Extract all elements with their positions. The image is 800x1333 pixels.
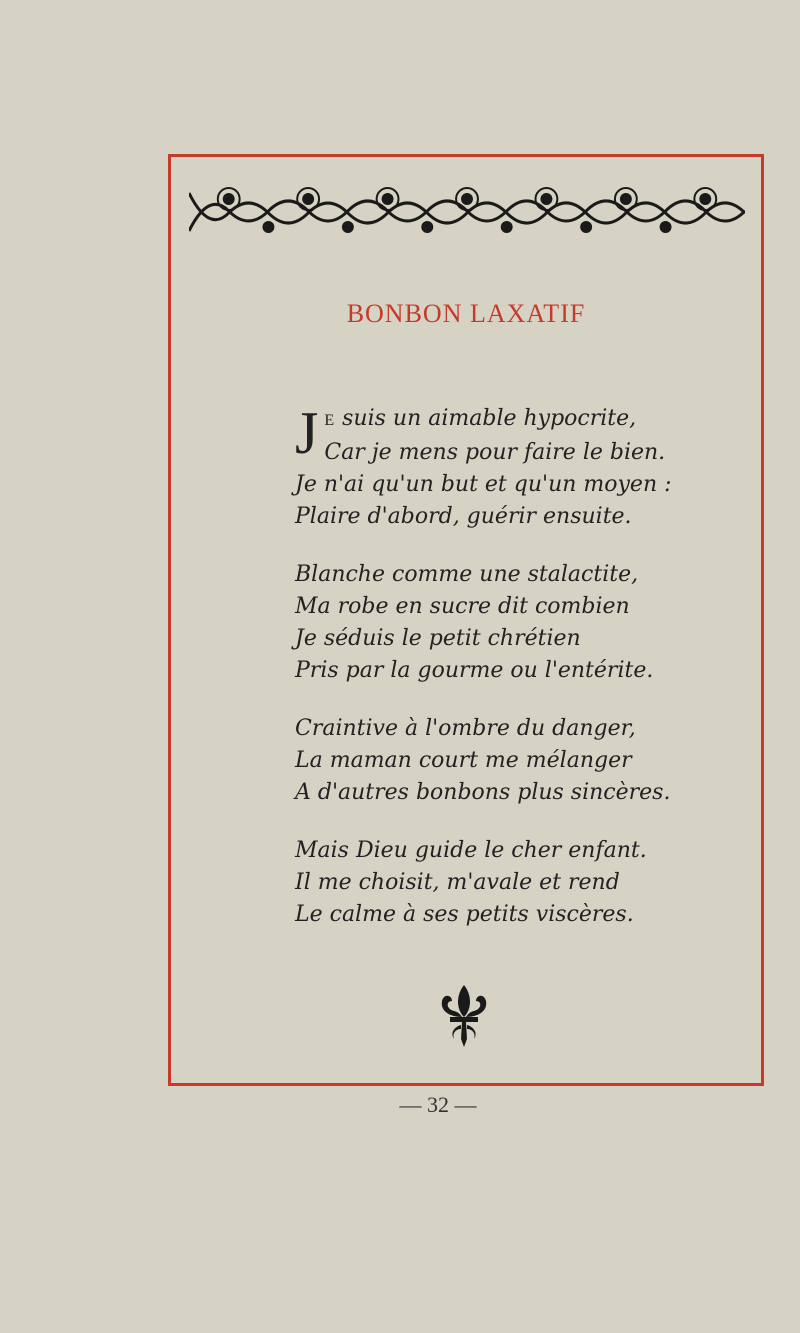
stanza-2 [295, 559, 672, 687]
poem-line: Le calme à ses petits viscères. [295, 902, 634, 927]
poem-line: Je séduis le petit chrétien [295, 626, 581, 651]
poem-line: Je n'ai qu'un but et qu'un moyen : [295, 472, 672, 497]
small-caps-letter: E [324, 412, 336, 429]
poem-line: A d'autres bonbons plus sincères. [295, 780, 671, 805]
ornamental-border-icon [189, 181, 745, 243]
poem-line: Mais Dieu guide le cher enfant. [295, 838, 647, 863]
poem-line [295, 403, 672, 437]
poem-line: Car je mens pour faire le bien. [324, 440, 666, 465]
poem-line: Pris par la gourme ou l'entérite. [295, 658, 654, 683]
page-frame [168, 154, 764, 1086]
stanza-3 [295, 713, 672, 809]
poem-body [295, 400, 672, 957]
drop-cap: J [295, 400, 319, 466]
poem-line: Blanche comme une stalactite, [295, 562, 639, 587]
poem-line: Plaire d'abord, guérir ensuite. [295, 504, 632, 529]
poem-line: La maman court me mélanger [295, 748, 632, 773]
poem-line: Craintive à l'ombre du danger, [295, 716, 636, 741]
stanza-1 [295, 400, 672, 533]
fleur-de-lis-icon [436, 983, 492, 1049]
first-line-text: suis un aimable hypocrite, [335, 406, 637, 431]
poem-line: Il me choisit, m'avale et rend [295, 870, 620, 895]
poem-line: Ma robe en sucre dit combien [295, 594, 630, 619]
stanza-4 [295, 835, 672, 931]
page-number: — 32 — [399, 1092, 477, 1117]
poem-title: BONBON LAXATIF [346, 299, 586, 328]
